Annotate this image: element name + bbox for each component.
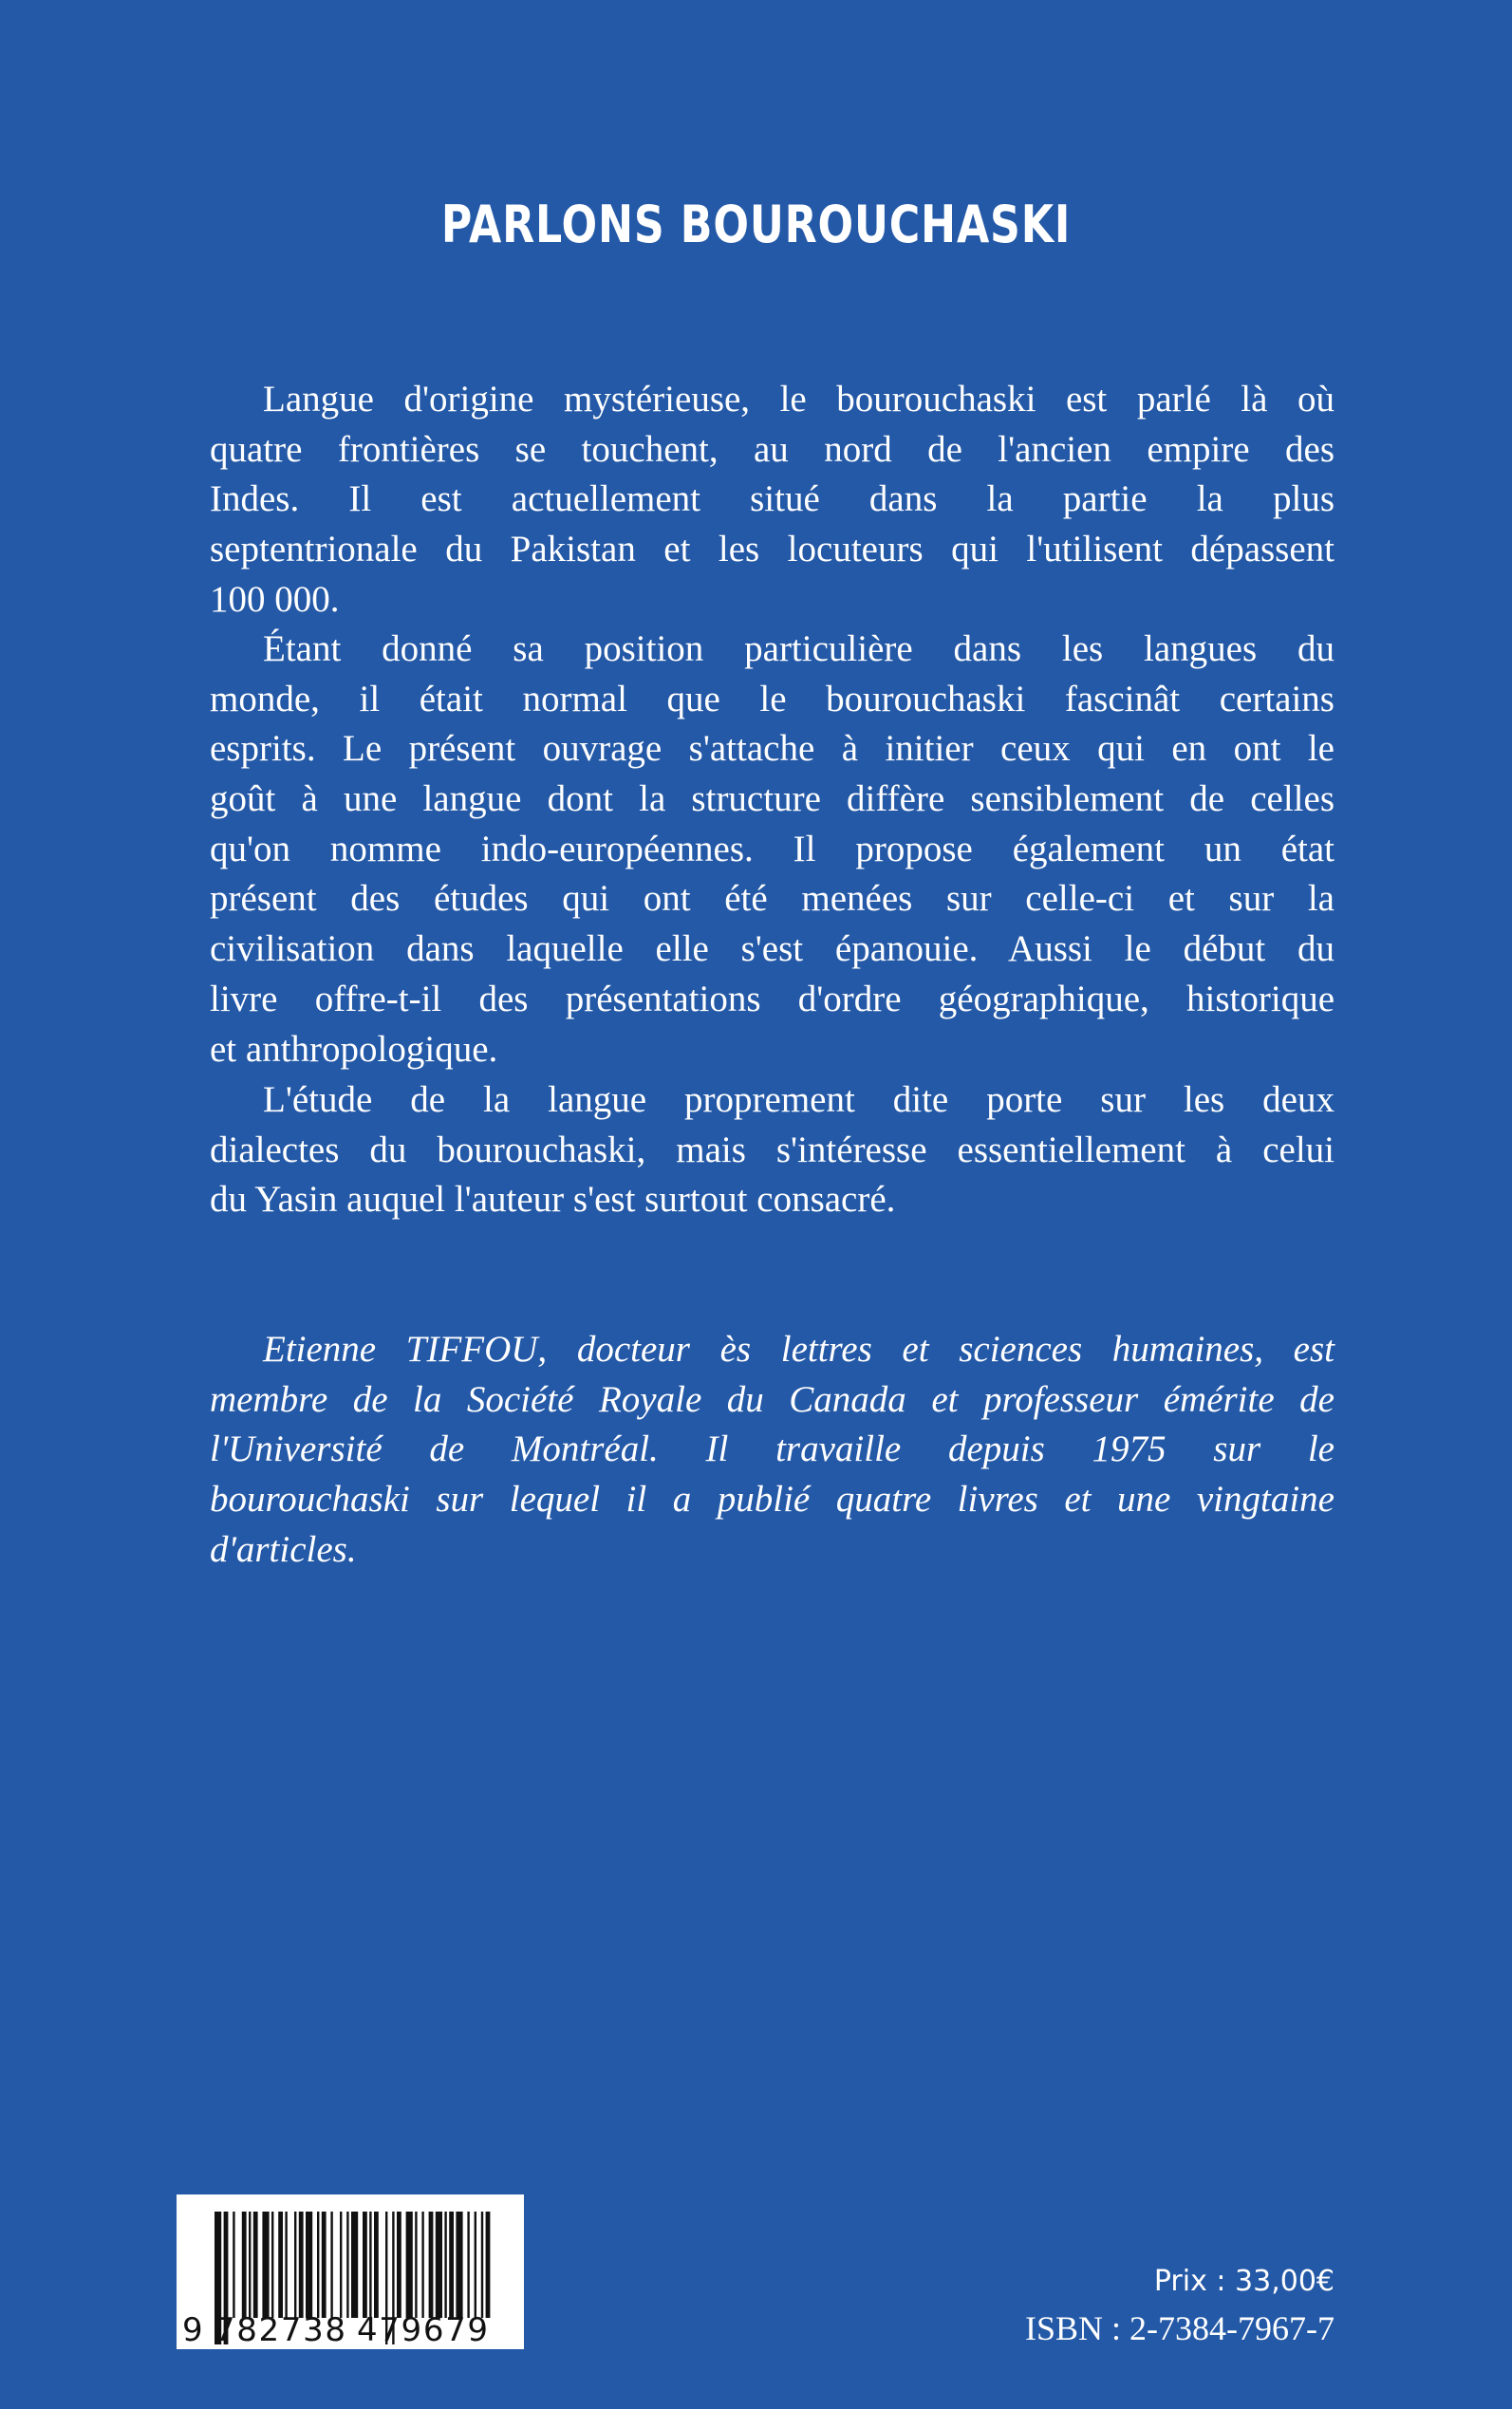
text-line: septentrionale du Pakistan et les locuteurs qui l'utilisent dépassent (210, 529, 1335, 570)
text-line: qu'on nomme indo-européennes. Il propose également un état (210, 828, 1335, 869)
price-label: Prix : 33,00€ (1153, 2265, 1335, 2298)
text-line: civilisation dans laquelle elle s'est épanouie. Aussi le début du (210, 928, 1335, 970)
barcode-bar (253, 2212, 258, 2318)
isbn-label: ISBN : 2-7384-7967-7 (1025, 2309, 1335, 2347)
barcode-bar (444, 2212, 446, 2318)
text-line: membre de la Société Royale du Canada et professeur émérite de (210, 1378, 1335, 1420)
barcode-bar (262, 2212, 269, 2318)
barcode-bar (249, 2212, 251, 2318)
barcode-bar (346, 2212, 348, 2318)
author-bio (210, 1325, 1335, 1575)
barcode-bar (242, 2212, 247, 2318)
text-line: Indes. Il est actuellement situé dans la partie la plus (210, 478, 1335, 520)
description-paragraph-2 (210, 625, 1335, 1074)
text-line: d'articles. (210, 1528, 357, 1570)
barcode-bar (467, 2212, 469, 2318)
text-line: l'Université de Montréal. Il travaille depuis 1975 sur le (210, 1429, 1335, 1470)
text-line: 100 000. (210, 578, 340, 620)
isbn-barcode (177, 2194, 524, 2349)
barcode-digits-left: 782738 (215, 2311, 345, 2349)
barcode-bar (397, 2212, 401, 2318)
book-title: PARLONS BOUROUCHASKI (440, 195, 1072, 254)
barcode-bar (456, 2212, 462, 2318)
barcode-bar (421, 2212, 423, 2318)
barcode-bar (486, 2212, 491, 2318)
barcode-bar (278, 2212, 283, 2318)
barcode-bar (340, 2212, 342, 2318)
text-line: du Yasin auquel l'auteur s'est surtout consacré. (210, 1179, 896, 1221)
barcode-bar (449, 2212, 454, 2318)
barcode-bar (271, 2212, 273, 2318)
text-line: Etienne TIFFOU, docteur ès lettres et sciences humaines, est (263, 1329, 1335, 1370)
text-line: Langue d'origine mystérieuse, le bourouchaski est parlé là où (263, 379, 1335, 420)
text-line: et anthropologique. (210, 1028, 498, 1070)
barcode-bar (306, 2212, 312, 2318)
text-line: dialectes du bourouchaski, mais s'intéresse essentiellement à celui (210, 1129, 1335, 1170)
text-line: esprits. Le présent ouvrage s'attache à initier ceux qui en ont le (210, 728, 1335, 770)
text-line: présent des études qui ont été menées sur celle-ci et sur la (210, 878, 1335, 920)
barcode-bar (330, 2212, 332, 2318)
barcode-bar (351, 2212, 358, 2318)
barcode-bar (406, 2212, 413, 2318)
barcode-bar (475, 2212, 476, 2318)
barcode-bars (177, 2194, 524, 2349)
barcode-bar (436, 2212, 442, 2318)
barcode-digit-prefix: 9 (182, 2311, 203, 2349)
text-line: goût à une langue dont la structure diffère sensiblement de celles (210, 778, 1335, 820)
text-line: bourouchaski sur lequel il a publié quatre livres et une vingtaine (210, 1479, 1335, 1521)
text-line: monde, il était normal que le bourouchaski fascinât certains (210, 678, 1335, 719)
barcode-bar (233, 2212, 234, 2318)
barcode-bar (317, 2212, 319, 2318)
barcode-bar (374, 2212, 379, 2318)
barcode-bar (415, 2212, 417, 2318)
barcode-bar (363, 2212, 367, 2318)
barcode-bar (294, 2212, 296, 2318)
text-line: livre offre-t-il des présentations d'ordre géographique, historique (210, 978, 1335, 1019)
barcode-bar (285, 2212, 287, 2318)
barcode-bar (481, 2212, 483, 2318)
description-paragraph-3 (210, 1075, 1335, 1225)
text-line: Étant donné sa position particulière dans les langues du (263, 628, 1335, 669)
barcode-bar (429, 2212, 434, 2318)
barcode-bar (369, 2212, 371, 2318)
description-paragraph-1 (210, 375, 1335, 625)
barcode-bar (322, 2212, 327, 2318)
text-line: quatre frontières se touchent, au nord de l'ancien empire des (210, 428, 1335, 470)
barcode-bar (299, 2212, 304, 2318)
barcode-digits-right: 479679 (357, 2311, 488, 2349)
text-line: L'étude de la langue proprement dite porte sur les deux (263, 1079, 1335, 1120)
